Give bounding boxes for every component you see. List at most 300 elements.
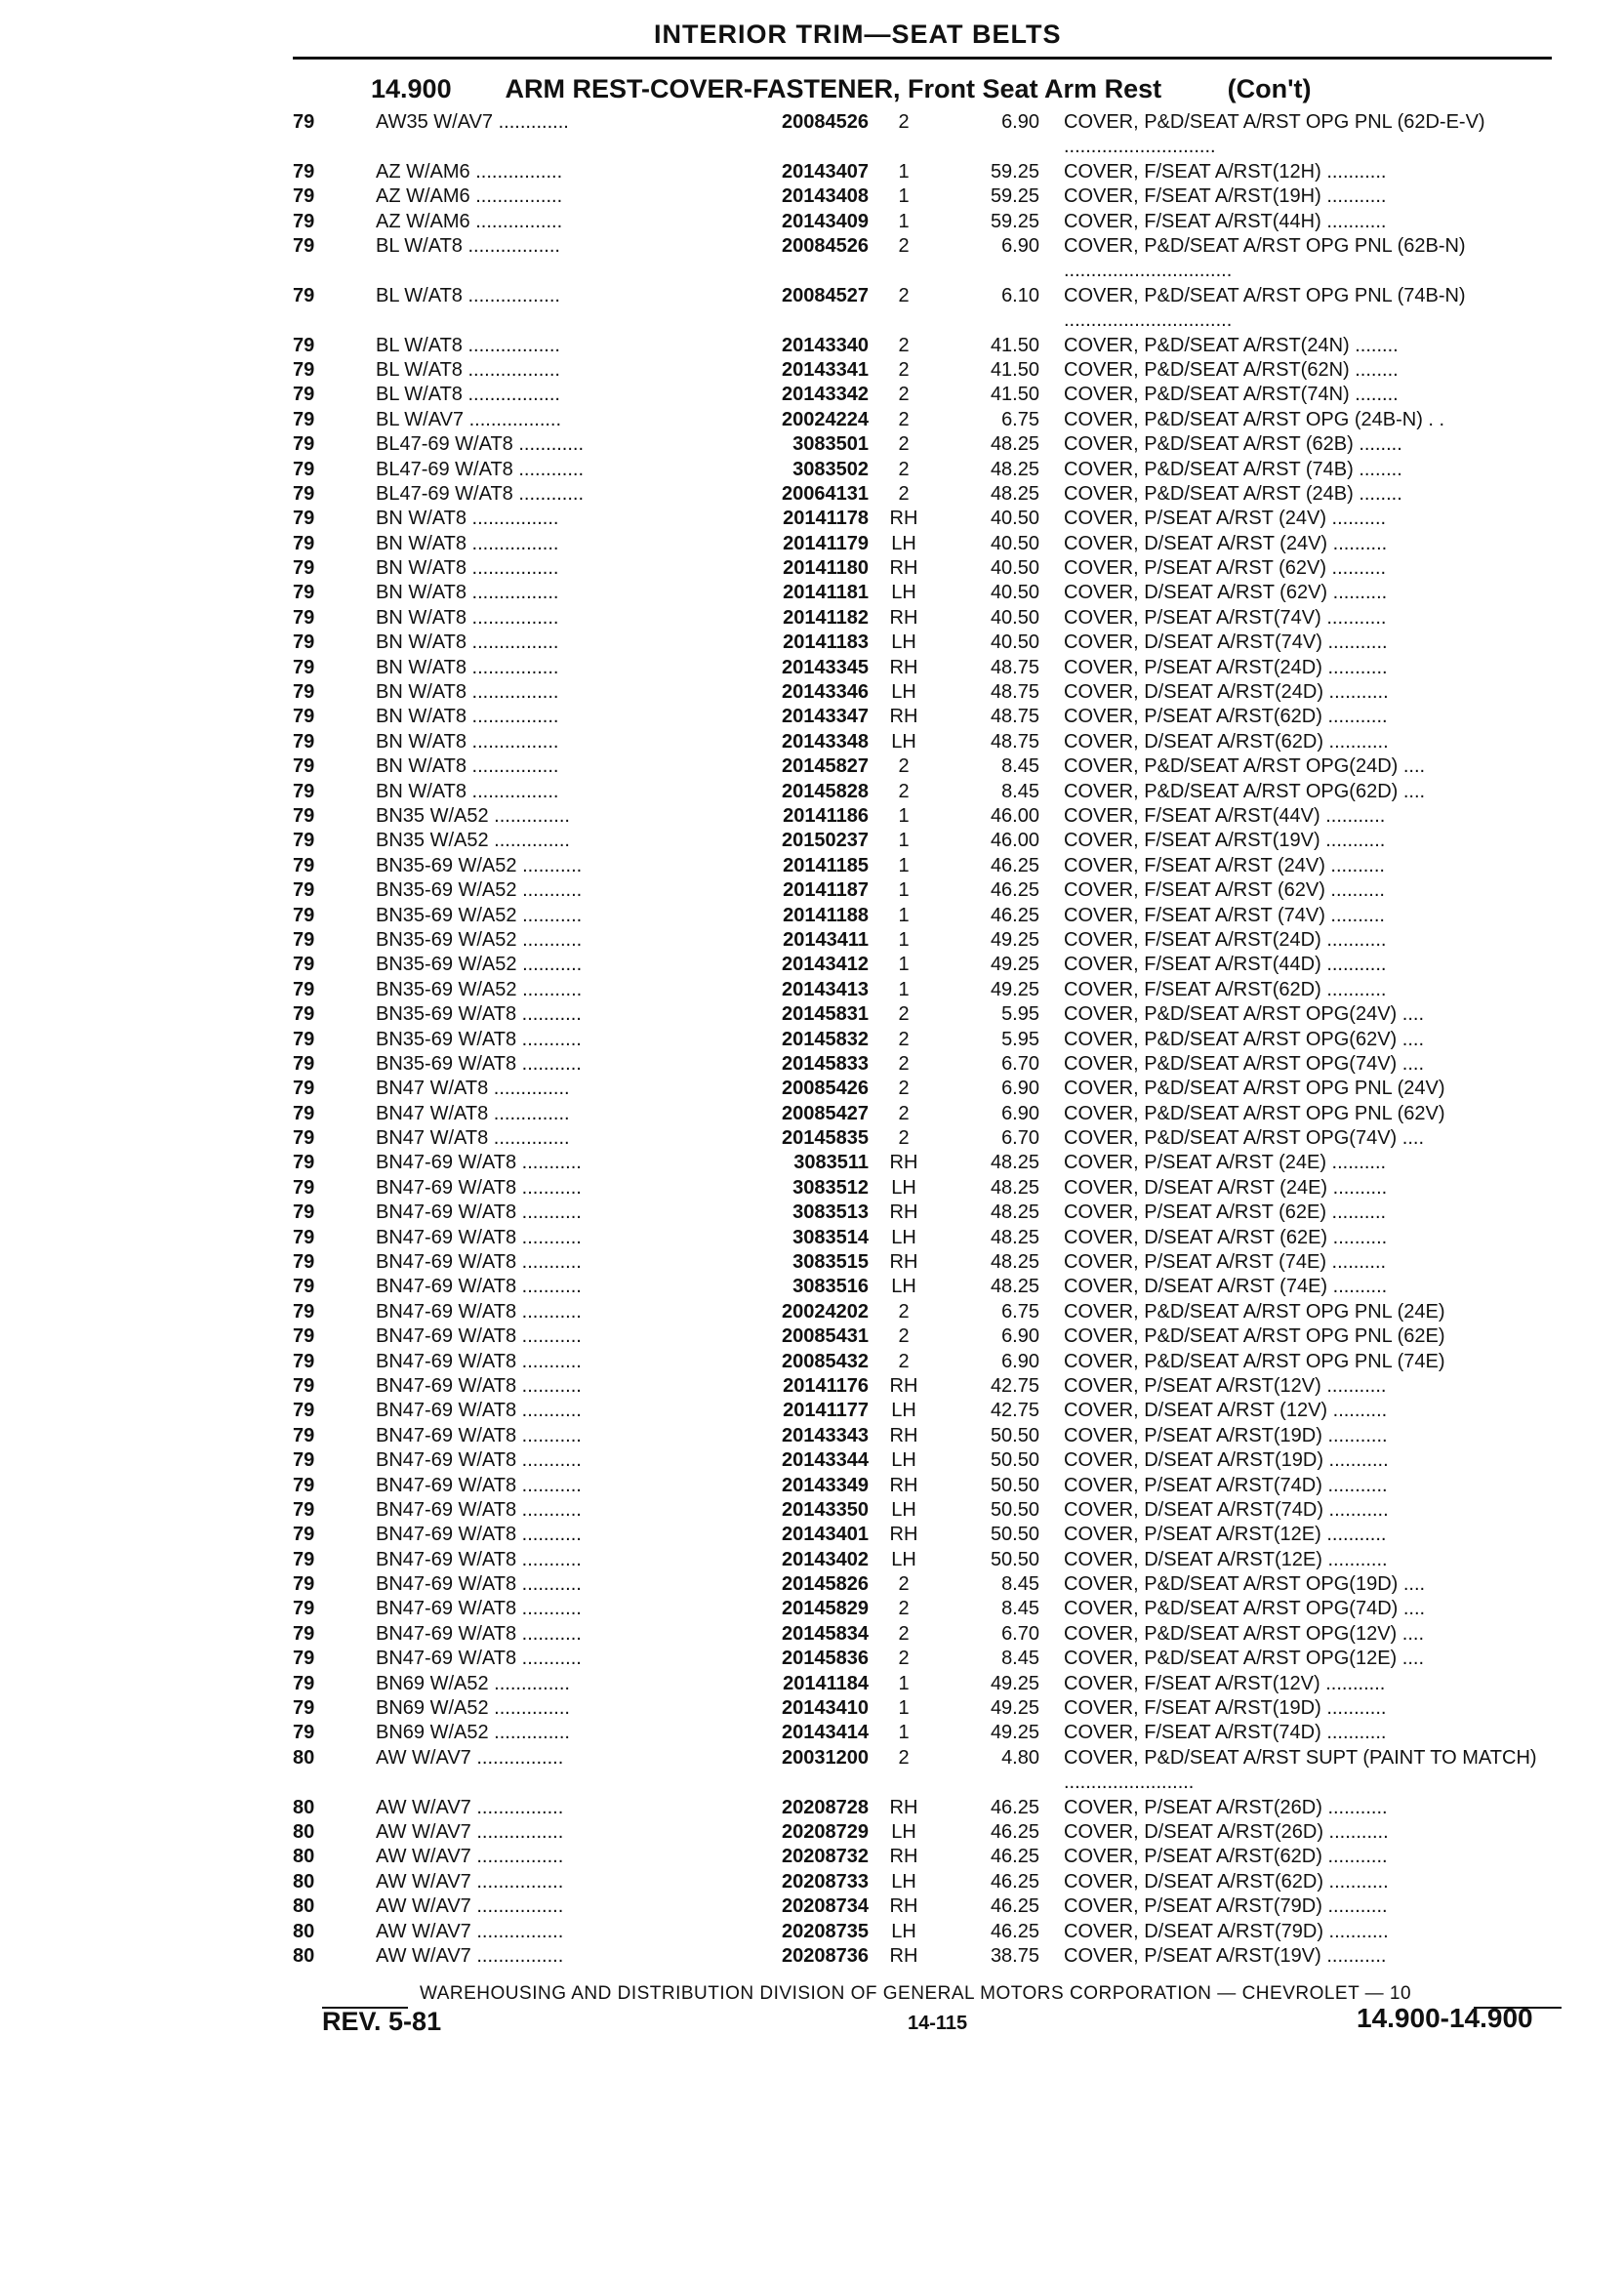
quantity: LH bbox=[891, 1548, 916, 1570]
quantity: RH bbox=[889, 1796, 918, 1818]
model-option: BN W/AT8 ................ bbox=[376, 508, 559, 530]
model-option: BN35-69 W/A52 ........... bbox=[376, 879, 583, 902]
illustration-number: 79 bbox=[293, 1300, 315, 1323]
illustration-number: 79 bbox=[293, 954, 315, 976]
description: COVER, F/SEAT A/RST (62V) .......... bbox=[1064, 879, 1385, 902]
description: COVER, P&D/SEAT A/RST OPG (24B-N) . . bbox=[1064, 408, 1445, 430]
illustration-number: 79 bbox=[293, 1474, 315, 1496]
illustration-number: 79 bbox=[293, 606, 315, 629]
price: 46.25 bbox=[990, 879, 1039, 902]
model-option: AW W/AV7 ................ bbox=[376, 1920, 564, 1942]
price: 48.25 bbox=[990, 1176, 1039, 1199]
model-option: BN35-69 W/A52 ........... bbox=[376, 954, 583, 976]
model-option: BN69 W/A52 .............. bbox=[376, 1722, 570, 1744]
quantity: LH bbox=[891, 1276, 916, 1298]
description: COVER, P&D/SEAT A/RST OPG(62V) .... bbox=[1064, 1028, 1424, 1050]
table-row bbox=[0, 1944, 1624, 1969]
model-option: BN47-69 W/AT8 ........... bbox=[376, 1400, 582, 1422]
illustration-number: 79 bbox=[293, 730, 315, 753]
quantity: LH bbox=[891, 1821, 916, 1844]
model-option: BN47-69 W/AT8 ........... bbox=[376, 1622, 582, 1645]
table-row bbox=[0, 780, 1624, 804]
quantity: 2 bbox=[898, 755, 910, 778]
price: 46.00 bbox=[990, 830, 1039, 852]
illustration-number: 79 bbox=[293, 1102, 315, 1124]
description: COVER, P/SEAT A/RST(12E) ........... bbox=[1064, 1524, 1387, 1546]
part-number: 20150237 bbox=[782, 830, 869, 852]
illustration-number: 79 bbox=[293, 458, 315, 480]
quantity: LH bbox=[891, 631, 916, 654]
quantity: 2 bbox=[898, 433, 910, 456]
price: 59.25 bbox=[990, 160, 1039, 183]
quantity: 1 bbox=[898, 804, 910, 827]
model-option: BN47 W/AT8 .............. bbox=[376, 1102, 570, 1124]
part-number: 20141185 bbox=[783, 854, 869, 876]
model-option: BN35 W/A52 .............. bbox=[376, 804, 570, 827]
illustration-number: 79 bbox=[293, 1350, 315, 1372]
illustration-number: 79 bbox=[293, 1697, 315, 1720]
quantity: 2 bbox=[898, 1028, 910, 1050]
description: COVER, F/SEAT A/RST (74V) .......... bbox=[1064, 904, 1385, 926]
table-row bbox=[0, 804, 1624, 829]
model-option: BN35-69 W/AT8 ........... bbox=[376, 1028, 582, 1050]
quantity: 2 bbox=[898, 1746, 910, 1769]
section-name: ARM REST-COVER-FASTENER, Front Seat Arm Rest bbox=[505, 74, 1162, 103]
part-number: 20145836 bbox=[782, 1648, 869, 1670]
model-option: BN47-69 W/AT8 ........... bbox=[376, 1251, 582, 1274]
table-row bbox=[0, 953, 1624, 977]
quantity: RH bbox=[889, 1895, 918, 1918]
quantity: 2 bbox=[898, 234, 910, 257]
illustration-number: 79 bbox=[293, 234, 315, 257]
table-row bbox=[0, 1176, 1624, 1201]
illustration-number: 79 bbox=[293, 1152, 315, 1174]
illustration-number: 79 bbox=[293, 755, 315, 778]
price: 38.75 bbox=[990, 1944, 1039, 1967]
model-option: AW W/AV7 ................ bbox=[376, 1796, 564, 1818]
table-row bbox=[0, 1597, 1624, 1621]
price: 59.25 bbox=[990, 210, 1039, 232]
description: COVER, P&D/SEAT A/RST OPG(12V) .... bbox=[1064, 1622, 1424, 1645]
model-option: BL47-69 W/AT8 ............ bbox=[376, 482, 585, 505]
price: 46.00 bbox=[990, 804, 1039, 827]
price: 48.75 bbox=[990, 730, 1039, 753]
price: 8.45 bbox=[1001, 780, 1039, 802]
illustration-number: 79 bbox=[293, 1251, 315, 1274]
description: COVER, F/SEAT A/RST(19D) ........... bbox=[1064, 1697, 1387, 1720]
price: 5.95 bbox=[1001, 1028, 1039, 1050]
model-option: BL W/AT8 ................. bbox=[376, 384, 560, 406]
table-row bbox=[0, 1250, 1624, 1275]
description: COVER, P&D/SEAT A/RST(62N) ........ bbox=[1064, 358, 1399, 381]
table-row bbox=[0, 978, 1624, 1002]
illustration-number: 79 bbox=[293, 1498, 315, 1521]
illustration-number: 79 bbox=[293, 408, 315, 430]
part-number: 20143408 bbox=[782, 185, 869, 208]
table-row bbox=[0, 1696, 1624, 1721]
part-number: 20141188 bbox=[783, 904, 869, 926]
quantity: RH bbox=[889, 508, 918, 530]
table-row bbox=[0, 730, 1624, 754]
description: COVER, D/SEAT A/RST(19D) ........... bbox=[1064, 1449, 1389, 1472]
part-number: 3083511 bbox=[793, 1152, 869, 1174]
table-row bbox=[0, 1721, 1624, 1745]
quantity: RH bbox=[889, 1251, 918, 1274]
illustration-number: 80 bbox=[293, 1920, 315, 1942]
model-option: BN35-69 W/A52 ........... bbox=[376, 978, 583, 1000]
description: COVER, P/SEAT A/RST(19V) ........... bbox=[1064, 1944, 1387, 1967]
table-row bbox=[0, 705, 1624, 729]
part-number: 20143411 bbox=[783, 928, 869, 951]
page-title: INTERIOR TRIM—SEAT BELTS bbox=[654, 20, 1062, 49]
description: COVER, D/SEAT A/RST (62E) .......... bbox=[1064, 1226, 1388, 1248]
quantity: 2 bbox=[898, 1325, 910, 1348]
description: COVER, D/SEAT A/RST (62V) .......... bbox=[1064, 582, 1388, 604]
price: 40.50 bbox=[990, 532, 1039, 554]
illustration-number: 79 bbox=[293, 1176, 315, 1199]
part-number: 20143341 bbox=[782, 358, 869, 381]
part-number: 20143349 bbox=[782, 1474, 869, 1496]
quantity: 2 bbox=[898, 1078, 910, 1100]
part-number: 20143413 bbox=[782, 978, 869, 1000]
illustration-number: 79 bbox=[293, 1003, 315, 1026]
part-number: 20085432 bbox=[782, 1350, 869, 1372]
quantity: LH bbox=[891, 582, 916, 604]
table-row bbox=[0, 754, 1624, 779]
price: 48.75 bbox=[990, 681, 1039, 704]
model-option: BN47-69 W/AT8 ........... bbox=[376, 1226, 582, 1248]
description: COVER, P&D/SEAT A/RST (74B) ........ bbox=[1064, 458, 1402, 480]
part-number: 3083515 bbox=[792, 1251, 869, 1274]
quantity: 1 bbox=[898, 904, 910, 926]
description: COVER, F/SEAT A/RST(44D) ........... bbox=[1064, 954, 1387, 976]
illustration-number: 79 bbox=[293, 1672, 315, 1694]
description: COVER, F/SEAT A/RST(19V) ........... bbox=[1064, 830, 1386, 852]
part-number: 20141181 bbox=[783, 582, 869, 604]
price: 6.90 bbox=[1001, 111, 1039, 133]
price: 46.25 bbox=[990, 1846, 1039, 1868]
illustration-number: 79 bbox=[293, 1722, 315, 1744]
illustration-number: 79 bbox=[293, 1052, 315, 1075]
illustration-number: 79 bbox=[293, 284, 315, 306]
description: COVER, P/SEAT A/RST(12V) ........... bbox=[1064, 1374, 1387, 1397]
model-option: BN69 W/A52 .............. bbox=[376, 1672, 570, 1694]
model-option: BN W/AT8 ................ bbox=[376, 780, 559, 802]
table-row bbox=[0, 606, 1624, 631]
model-option: AW W/AV7 ................ bbox=[376, 1746, 564, 1769]
model-option: BN47-69 W/AT8 ........... bbox=[376, 1498, 582, 1521]
quantity: RH bbox=[889, 1152, 918, 1174]
quantity: RH bbox=[889, 606, 918, 629]
quantity: LH bbox=[891, 1449, 916, 1472]
model-option: BL47-69 W/AT8 ............ bbox=[376, 458, 585, 480]
table-row bbox=[0, 878, 1624, 903]
quantity: LH bbox=[891, 532, 916, 554]
illustration-number: 79 bbox=[293, 904, 315, 926]
page-header bbox=[293, 18, 1552, 60]
description: COVER, P/SEAT A/RST(62D) ........... bbox=[1064, 1846, 1388, 1868]
description: COVER, D/SEAT A/RST(74V) ........... bbox=[1064, 631, 1388, 654]
quantity: 2 bbox=[898, 111, 910, 133]
table-row bbox=[0, 1845, 1624, 1869]
table-row bbox=[0, 1126, 1624, 1151]
part-number: 20141187 bbox=[783, 879, 869, 902]
price: 8.45 bbox=[1001, 1573, 1039, 1596]
illustration-number: 79 bbox=[293, 1548, 315, 1570]
model-option: BN47-69 W/AT8 ........... bbox=[376, 1176, 582, 1199]
illustration-number: 79 bbox=[293, 1648, 315, 1670]
table-row bbox=[0, 532, 1624, 556]
table-row bbox=[0, 631, 1624, 655]
quantity: RH bbox=[889, 1374, 918, 1397]
model-option: BN W/AT8 ................ bbox=[376, 631, 559, 654]
price: 41.50 bbox=[990, 334, 1039, 356]
table-row bbox=[0, 1374, 1624, 1399]
price: 49.25 bbox=[990, 1722, 1039, 1744]
table-row bbox=[0, 408, 1624, 432]
price: 6.10 bbox=[1001, 284, 1039, 306]
illustration-number: 79 bbox=[293, 780, 315, 802]
table-row bbox=[0, 1572, 1624, 1597]
part-number: 20145828 bbox=[782, 780, 869, 802]
description: COVER, P&D/SEAT A/RST OPG(74V) .... bbox=[1064, 1052, 1424, 1075]
part-number: 20145829 bbox=[782, 1598, 869, 1620]
model-option: BL W/AV7 ................. bbox=[376, 408, 562, 430]
illustration-number: 79 bbox=[293, 978, 315, 1000]
model-option: BN35-69 W/A52 ........... bbox=[376, 854, 583, 876]
model-option: BN47-69 W/AT8 ........... bbox=[376, 1424, 582, 1446]
part-number: 20143414 bbox=[782, 1722, 869, 1744]
part-number: 20031200 bbox=[782, 1746, 869, 1769]
part-number: 20143350 bbox=[782, 1498, 869, 1521]
model-option: BN W/AT8 ................ bbox=[376, 755, 559, 778]
model-option: AW W/AV7 ................ bbox=[376, 1944, 564, 1967]
description: COVER, D/SEAT A/RST(26D) ........... bbox=[1064, 1821, 1389, 1844]
price: 48.25 bbox=[990, 1276, 1039, 1298]
table-row bbox=[0, 1474, 1624, 1498]
description: COVER, F/SEAT A/RST(44H) ........... bbox=[1064, 210, 1387, 232]
description: COVER, P/SEAT A/RST (62V) .......... bbox=[1064, 557, 1387, 580]
quantity: RH bbox=[889, 656, 918, 678]
description: COVER, D/SEAT A/RST (24E) .......... bbox=[1064, 1176, 1388, 1199]
illustration-number: 79 bbox=[293, 1127, 315, 1150]
part-number: 20143407 bbox=[782, 160, 869, 183]
price: 49.25 bbox=[990, 1697, 1039, 1720]
table-row bbox=[0, 1077, 1624, 1101]
illustration-number: 79 bbox=[293, 1374, 315, 1397]
price: 6.90 bbox=[1001, 1325, 1039, 1348]
illustration-number: 79 bbox=[293, 1028, 315, 1050]
quantity: LH bbox=[891, 1400, 916, 1422]
part-number: 20141179 bbox=[783, 532, 869, 554]
quantity: 1 bbox=[898, 1722, 910, 1744]
price: 6.90 bbox=[1001, 1350, 1039, 1372]
page-number: 14-115 bbox=[908, 2013, 968, 2034]
model-option: BN47-69 W/AT8 ........... bbox=[376, 1548, 582, 1570]
part-number: 20143347 bbox=[782, 706, 869, 728]
description: COVER, D/SEAT A/RST(79D) ........... bbox=[1064, 1920, 1389, 1942]
model-option: AW35 W/AV7 ............. bbox=[376, 111, 569, 133]
illustration-number: 79 bbox=[293, 1226, 315, 1248]
section-continued: (Con't) bbox=[1227, 74, 1312, 103]
model-option: AZ W/AM6 ................ bbox=[376, 185, 563, 208]
description: COVER, F/SEAT A/RST(12V) ........... bbox=[1064, 1672, 1386, 1694]
description: COVER, P/SEAT A/RST(79D) ........... bbox=[1064, 1895, 1388, 1918]
part-number: 20084526 bbox=[782, 234, 869, 257]
table-row bbox=[0, 482, 1624, 507]
table-row bbox=[0, 1746, 1624, 1796]
part-number: 20141177 bbox=[783, 1400, 869, 1422]
part-number: 20141176 bbox=[783, 1374, 869, 1397]
price: 49.25 bbox=[990, 1672, 1039, 1694]
description: COVER, F/SEAT A/RST(12H) ........... bbox=[1064, 160, 1387, 183]
part-number: 20143340 bbox=[782, 334, 869, 356]
part-number: 3083512 bbox=[792, 1176, 869, 1199]
part-number: 20141178 bbox=[783, 508, 869, 530]
model-option: BN47-69 W/AT8 ........... bbox=[376, 1152, 582, 1174]
illustration-number: 80 bbox=[293, 1796, 315, 1818]
description: COVER, P&D/SEAT A/RST OPG(19D) .... bbox=[1064, 1573, 1426, 1596]
price: 40.50 bbox=[990, 557, 1039, 580]
price: 5.95 bbox=[1001, 1003, 1039, 1026]
model-option: BN47-69 W/AT8 ........... bbox=[376, 1374, 582, 1397]
price: 6.90 bbox=[1001, 1078, 1039, 1100]
model-option: BL W/AT8 ................. bbox=[376, 334, 560, 356]
quantity: LH bbox=[891, 681, 916, 704]
illustration-number: 79 bbox=[293, 854, 315, 876]
price: 6.70 bbox=[1001, 1622, 1039, 1645]
quantity: 2 bbox=[898, 408, 910, 430]
price: 42.75 bbox=[990, 1374, 1039, 1397]
quantity: 1 bbox=[898, 928, 910, 951]
part-number: 20208736 bbox=[782, 1944, 869, 1967]
table-row bbox=[0, 1028, 1624, 1052]
model-option: BN47-69 W/AT8 ........... bbox=[376, 1598, 582, 1620]
table-row bbox=[0, 383, 1624, 407]
illustration-number: 80 bbox=[293, 1821, 315, 1844]
description: COVER, P&D/SEAT A/RST OPG(24V) .... bbox=[1064, 1003, 1424, 1026]
price: 50.50 bbox=[990, 1449, 1039, 1472]
part-number: 20084526 bbox=[782, 111, 869, 133]
illustration-number: 79 bbox=[293, 1622, 315, 1645]
model-option: AW W/AV7 ................ bbox=[376, 1895, 564, 1918]
description: COVER, P/SEAT A/RST(26D) ........... bbox=[1064, 1796, 1388, 1818]
model-option: BL W/AT8 ................. bbox=[376, 234, 560, 257]
description: COVER, P&D/SEAT A/RST OPG PNL (24E) bbox=[1064, 1300, 1445, 1323]
description: COVER, P/SEAT A/RST (24E) .......... bbox=[1064, 1152, 1387, 1174]
description: COVER, P/SEAT A/RST (24V) .......... bbox=[1064, 508, 1387, 530]
description: COVER, P&D/SEAT A/RST OPG PNL (74E) bbox=[1064, 1350, 1445, 1372]
table-row bbox=[0, 458, 1624, 482]
description: COVER, P/SEAT A/RST(74D) ........... bbox=[1064, 1474, 1388, 1496]
quantity: LH bbox=[891, 1226, 916, 1248]
table-row bbox=[0, 1275, 1624, 1299]
table-row bbox=[0, 556, 1624, 581]
quantity: RH bbox=[889, 1944, 918, 1967]
table-row bbox=[0, 1424, 1624, 1448]
quantity: 1 bbox=[898, 1672, 910, 1694]
table-row bbox=[0, 1647, 1624, 1671]
part-number: 20085426 bbox=[782, 1078, 869, 1100]
part-number: 20143402 bbox=[782, 1548, 869, 1570]
table-row bbox=[0, 1350, 1624, 1374]
part-number: 20208732 bbox=[782, 1846, 869, 1868]
illustration-number: 79 bbox=[293, 1573, 315, 1596]
table-row bbox=[0, 1523, 1624, 1547]
part-number: 20145835 bbox=[782, 1127, 869, 1150]
price: 48.25 bbox=[990, 1152, 1039, 1174]
part-number: 20085431 bbox=[782, 1325, 869, 1348]
description: COVER, P&D/SEAT A/RST (24B) ........ bbox=[1064, 482, 1402, 505]
price: 40.50 bbox=[990, 582, 1039, 604]
price: 48.25 bbox=[990, 1201, 1039, 1224]
model-option: BN47-69 W/AT8 ........... bbox=[376, 1325, 582, 1348]
description: COVER, P&D/SEAT A/RST SUPT (PAINT TO MATCH) ........................ bbox=[1064, 1746, 1537, 1793]
table-row bbox=[0, 284, 1624, 334]
model-option: BN47-69 W/AT8 ........... bbox=[376, 1350, 582, 1372]
model-option: AW W/AV7 ................ bbox=[376, 1846, 564, 1868]
price: 49.25 bbox=[990, 978, 1039, 1000]
illustration-number: 79 bbox=[293, 557, 315, 580]
price: 6.70 bbox=[1001, 1052, 1039, 1075]
description: COVER, P&D/SEAT A/RST OPG(74D) .... bbox=[1064, 1598, 1426, 1620]
quantity: RH bbox=[889, 557, 918, 580]
description: COVER, P&D/SEAT A/RST OPG PNL (62E) bbox=[1064, 1325, 1445, 1348]
price: 6.75 bbox=[1001, 1300, 1039, 1323]
quantity: 1 bbox=[898, 954, 910, 976]
quantity: 2 bbox=[898, 1102, 910, 1124]
description: COVER, D/SEAT A/RST(62D) ........... bbox=[1064, 1870, 1389, 1893]
table-row bbox=[0, 904, 1624, 928]
model-option: BN47-69 W/AT8 ........... bbox=[376, 1201, 582, 1224]
part-number: 20208735 bbox=[782, 1920, 869, 1942]
table-row bbox=[0, 928, 1624, 953]
part-number: 20024224 bbox=[782, 408, 869, 430]
quantity: RH bbox=[889, 1424, 918, 1446]
part-number: 20145832 bbox=[782, 1028, 869, 1050]
description: COVER, F/SEAT A/RST(74D) ........... bbox=[1064, 1722, 1387, 1744]
table-row bbox=[0, 1820, 1624, 1845]
illustration-number: 79 bbox=[293, 1201, 315, 1224]
part-number: 20208729 bbox=[782, 1821, 869, 1844]
description: COVER, P/SEAT A/RST (74E) .......... bbox=[1064, 1251, 1387, 1274]
description: COVER, P/SEAT A/RST(62D) ........... bbox=[1064, 706, 1388, 728]
quantity: 2 bbox=[898, 1300, 910, 1323]
table-row bbox=[0, 334, 1624, 358]
illustration-number: 79 bbox=[293, 1276, 315, 1298]
price: 40.50 bbox=[990, 508, 1039, 530]
table-row bbox=[0, 110, 1624, 160]
illustration-number: 80 bbox=[293, 1944, 315, 1967]
illustration-number: 79 bbox=[293, 334, 315, 356]
quantity: RH bbox=[889, 1846, 918, 1868]
description: COVER, D/SEAT A/RST(74D) ........... bbox=[1064, 1498, 1389, 1521]
description: COVER, P&D/SEAT A/RST OPG PNL (62B-N) ............................... bbox=[1064, 234, 1466, 281]
part-number: 20143412 bbox=[782, 954, 869, 976]
price: 6.75 bbox=[1001, 408, 1039, 430]
model-option: BN35 W/A52 .............. bbox=[376, 830, 570, 852]
model-option: BL W/AT8 ................. bbox=[376, 284, 560, 306]
part-number: 20145834 bbox=[782, 1622, 869, 1645]
description: COVER, D/SEAT A/RST (74E) .......... bbox=[1064, 1276, 1388, 1298]
model-option: BL W/AT8 ................. bbox=[376, 358, 560, 381]
table-row bbox=[0, 1399, 1624, 1423]
model-option: BN47-69 W/AT8 ........... bbox=[376, 1648, 582, 1670]
price: 50.50 bbox=[990, 1548, 1039, 1570]
illustration-number: 79 bbox=[293, 532, 315, 554]
part-number: 20145826 bbox=[782, 1573, 869, 1596]
table-row bbox=[0, 1548, 1624, 1572]
